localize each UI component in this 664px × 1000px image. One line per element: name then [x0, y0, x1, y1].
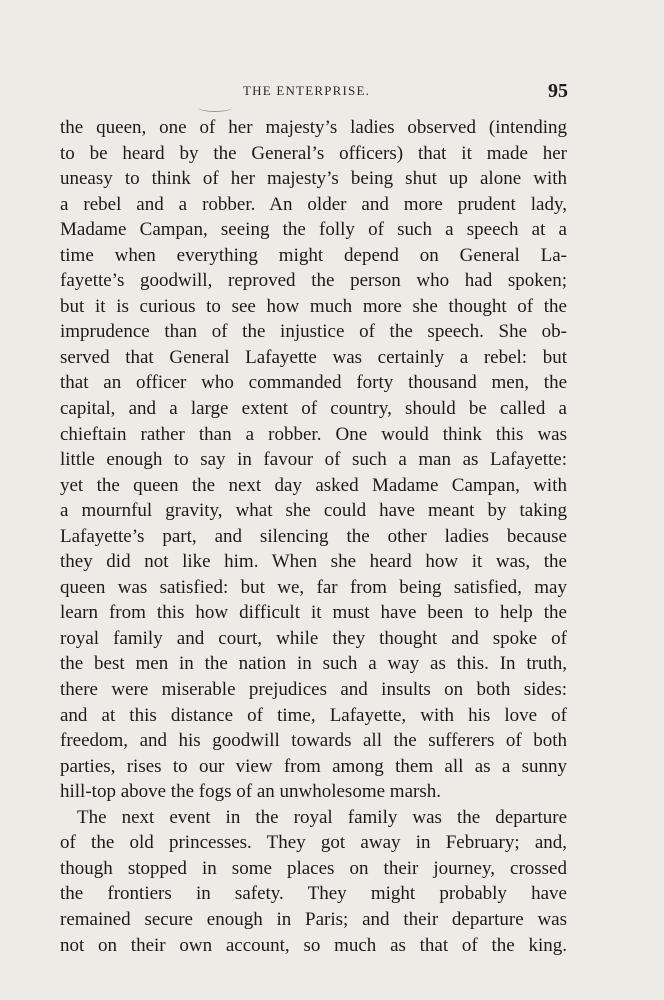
text-line: the best men in the nation in such a way as this. In truth, [60, 653, 567, 675]
text-line: remained secure enough in Paris; and their departure was [60, 908, 567, 930]
text-line: imprudence than of the injustice of the speech. She ob- [60, 321, 567, 343]
text-line: hill-top above the fogs of an unwholesome marsh. [60, 781, 441, 803]
pencil-mark [198, 103, 232, 112]
text-line: not on their own account, so much as that of the king. [60, 934, 567, 956]
text-line: that an officer who commanded forty thousand men, the [60, 372, 567, 394]
text-line: parties, rises to our view from among them all as a sunny [60, 755, 567, 777]
running-head: THE ENTERPRISE. [243, 83, 371, 98]
text-line: Madame Campan, seeing the folly of such a speech at a [60, 219, 567, 241]
text-line: the queen, one of her majesty’s ladies observed (intending [60, 117, 567, 138]
text-line: the frontiers in safety. They might probably have [60, 883, 567, 905]
text-line: time when everything might depend on General La- [60, 244, 567, 266]
page-number: 95 [548, 80, 568, 102]
text-line: a mournful gravity, what she could have meant by taking [60, 500, 567, 522]
text-line: queen was satisfied: but we, far from being satisfied, may [60, 576, 567, 598]
text-line: there were miserable prejudices and insults on both sides: [60, 679, 567, 701]
text-line: and at this distance of time, Lafayette, with his love of [60, 704, 567, 726]
page-header [0, 80, 664, 104]
paragraph-2 [60, 805, 567, 958]
text-line: little enough to say in favour of such a man as Lafayette: [60, 449, 567, 471]
text-line: they did not like him. When she heard how it was, the [60, 551, 567, 573]
text-line: to be heard by the General’s officers) that it made her [60, 142, 567, 164]
text-line: served that General Lafayette was certainly a rebel: but [60, 346, 567, 368]
text-line: The next event in the royal family was the departure [77, 806, 567, 828]
text-line: a rebel and a robber. An older and more prudent lady, [60, 193, 567, 215]
text-line: chieftain rather than a robber. One would think this was [60, 423, 567, 445]
body-text [60, 115, 567, 958]
text-line: yet the queen the next day asked Madame Campan, with [60, 474, 567, 496]
paragraph-1 [60, 115, 567, 805]
text-line: though stopped in some places on their journey, crossed [60, 857, 567, 879]
text-line: capital, and a large extent of country, should be called a [60, 398, 567, 420]
text-line: royal family and court, while they thought and spoke of [60, 627, 567, 649]
text-line: freedom, and his goodwill towards all the sufferers of both [60, 730, 567, 752]
text-line: fayette’s goodwill, reproved the person who had spoken; [60, 270, 567, 292]
text-line: learn from this how difficult it must have been to help the [60, 602, 567, 624]
text-line: of the old princesses. They got away in February; and, [60, 832, 567, 854]
text-line: but it is curious to see how much more she thought of the [60, 295, 567, 317]
text-line: Lafayette’s part, and silencing the other ladies because [60, 525, 567, 547]
text-line: uneasy to think of her majesty’s being shut up alone with [60, 168, 567, 190]
